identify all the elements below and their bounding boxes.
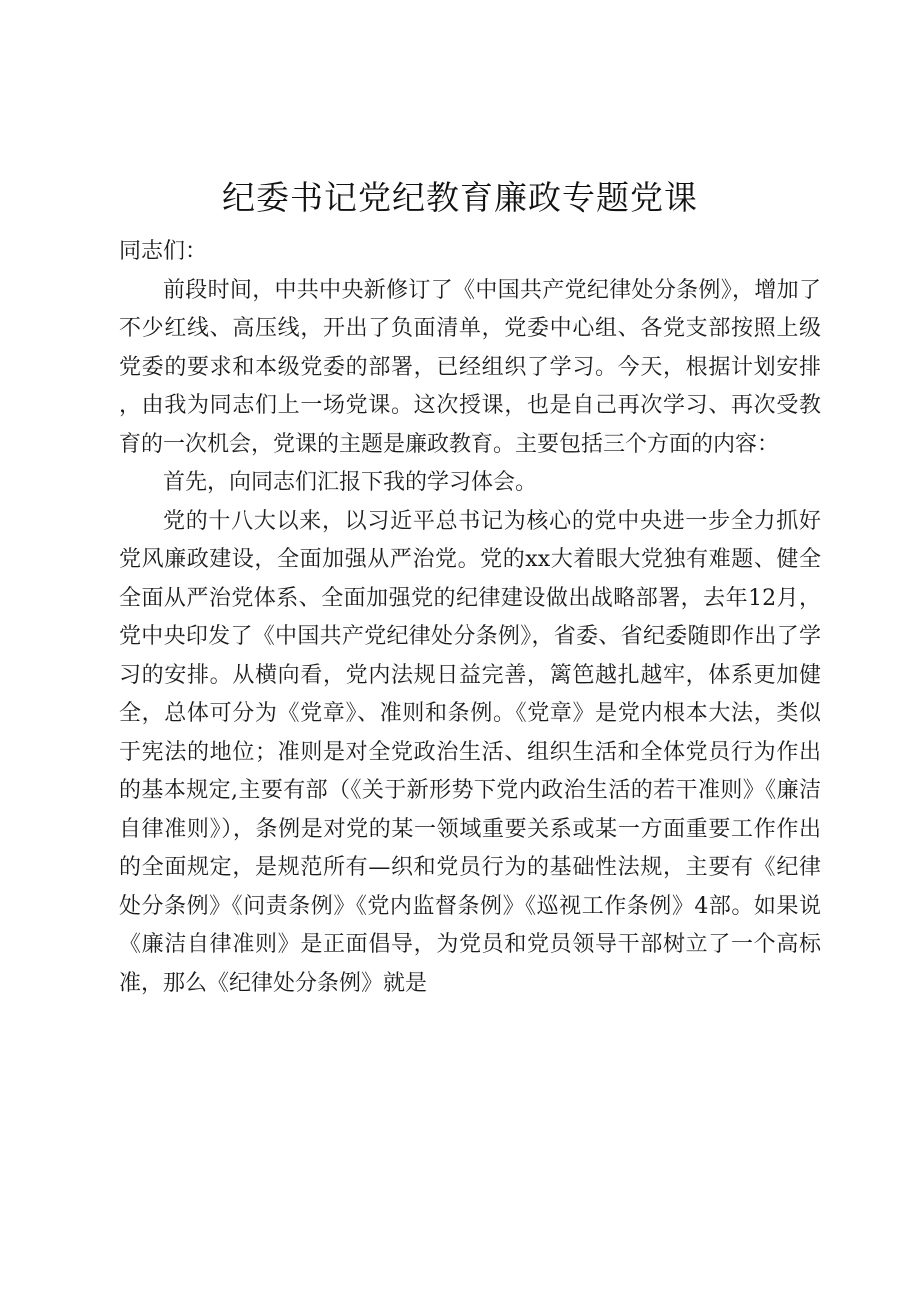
document-title: 纪委书记党纪教育廉政专题党课	[222, 178, 698, 217]
paragraph-intro: 前段时间，中共中央新修订了《中国共产党纪律处分条例》，增加了不少红线、高压线，开出了负面清单，党委中心组、各党支部按照上级党委的要求和本级党委的部署，已经组织了学习。今天，根据计划安排，由我为同志们上一场党课。这次授课，也是自己再次学习、再次受教育的一次机会，党课的主题是廉政教育。主要包括三个方面的内容：	[119, 277, 821, 457]
paragraph-regulations: 党的十八大以来，以习近平总书记为核心的党中央进一步全力抓好党风廉政建设，全面加强从严治党。党的xx大着眼大党独有难题、健全全面从严治党体系、全面加强党的纪律建设做出战略部署，去年12月，党中央印发了《中国共产党纪律处分条例》，省委、省纪委随即作出了学习的安排。从横向看，党内法规日益完善，篱笆越扎越牢，体系更加健全，总体可分为《党章》、准则和条例。《党章》是党内根本大法，类似于宪法的地位；准则是对全党政治生活、组织生活和全体党员行为作出的基本规定,主要有部（《关于新形势下党内政治生活的若干准则》《廉洁自律准则》），条例是对党的某一领域重要关系或某一方面重要工作作出的全面规定，是规范所有—织和党员行为的基础性法规，主要有《纪律处分条例》《问责条例》《党内监督条例》《巡视工作条例》4部。如果说《廉洁自律准则》是正面倡导，为党员和党员领导干部树立了一个高标准，那么《纪律处分条例》就是	[119, 508, 821, 996]
greeting: 同志们：	[119, 239, 208, 264]
paragraph-first-point: 首先，向同志们汇报下我的学习体会。	[163, 470, 538, 495]
document-body	[119, 233, 821, 1003]
